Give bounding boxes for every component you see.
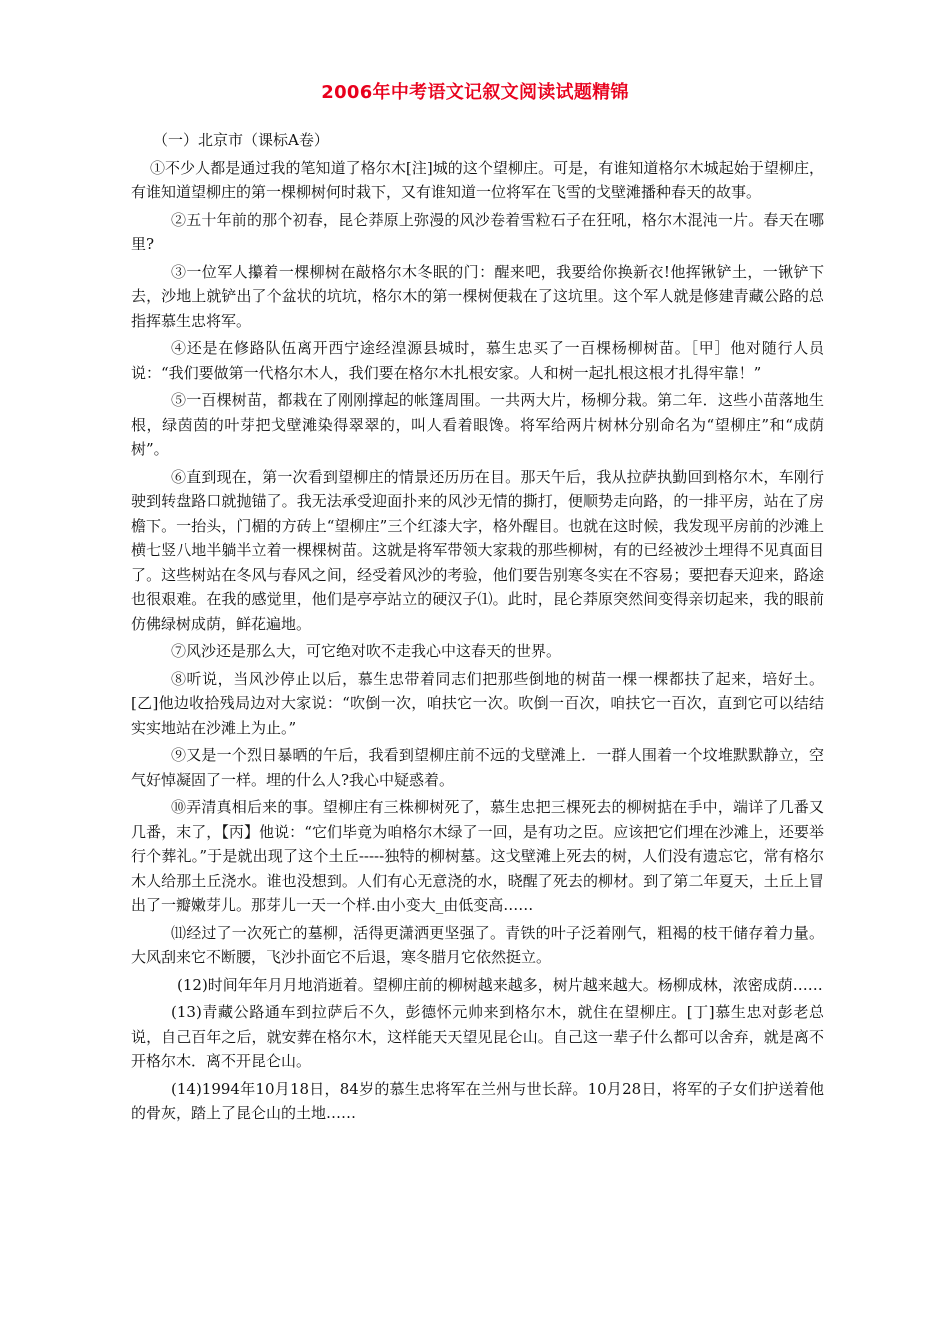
paragraph-13: (13)青藏公路通车到拉萨后不久，彭德怀元帅来到格尔木，就住在望柳庄。[丁]慕生忠对彭老总说，自己百年之后，就安葬在格尔木，这样能天天望见昆仑山。自己这一辈子什么都可以舍弃，就是离不开格尔木．离不开昆仑山。 xyxy=(131,1003,824,1070)
section-heading: （一）北京市（课标A卷） xyxy=(153,131,329,149)
paragraph-1: ①不少人都是通过我的笔知道了格尔木[注]城的这个望柳庄。可是，有谁知道格尔木城起始于望柳庄，有谁知道望柳庄的第一棵柳树何时栽下，又有谁知道一位将军在飞雪的戈壁滩播种春天的故事。 xyxy=(131,158,824,201)
document-body xyxy=(131,128,824,1129)
paragraph-9: ⑨又是一个烈日暴晒的午后，我看到望柳庄前不远的戈壁滩上．一群人围着一个坟堆默默静立，空气好悼凝固了一样。埋的什么人?我心中疑惑着。 xyxy=(131,746,824,789)
paragraph-14: (14)1994年10月18日，84岁的慕生忠将军在兰州与世长辞。10月28日，将军的子女们护送着他的骨灰，踏上了昆仑山的土地…… xyxy=(131,1079,824,1122)
paragraph-2: ②五十年前的那个初春，昆仑莽原上弥漫的风沙卷着雪粒石子在狂吼，格尔木混沌一片。春天在哪里? xyxy=(131,210,824,253)
paragraph-6: ⑥直到现在，第一次看到望柳庄的情景还历历在目。那天午后，我从拉萨执勤回到格尔木，车刚行驶到转盘路口就抛锚了。我无法承受迎面扑来的风沙无情的撕打，便顺势走向路，的一排平房，站在了房檐下。一抬头，门楣的方砖上“望柳庄”三个红漆大字，格外醒目。也就在这时候，我发现平房前的沙滩上横七竖八地半躺半立着一棵棵树苗。这就是将军带领大家栽的那些柳树，有的已经被沙土埋得不见真面目了。这些树站在冬风与春风之间，经受着风沙的考验，他们要告别寒冬实在不容易；要把春天迎来，路途也很艰难。在我的感觉里，他们是亭亭站立的硬汉子⑴。此时，昆仑莽原突然间变得亲切起来，我的眼前仿佛绿树成荫，鲜花遍地。 xyxy=(131,467,824,633)
paragraph-10: ⑩弄清真相后来的事。望柳庄有三株柳树死了，慕生忠把三棵死去的柳树掂在手中，端详了几番又几番，末了，【丙】他说：“它们毕竟为咱格尔木绿了一回，是有功之臣。应该把它们埋在沙滩上，还要举行个葬礼。”于是就出现了这个土丘-----独特的柳树墓。这戈壁滩上死去的树，人们没有遗忘它，常有格尔木人给那土丘浇水。谁也没想到。人们有心无意浇的水，晓醒了死去的柳材。到了第二年夏天，土丘上冒出了一瓣嫩芽儿。那芽儿一天一个样.由小变大_由低变高…… xyxy=(131,798,824,914)
paragraph-7: ⑦风沙还是那么大，可它绝对吹不走我心中这春天的世界。 xyxy=(171,642,562,660)
paragraph-5: ⑤一百棵树苗，都栽在了刚刚撑起的帐篷周围。一共两大片，杨柳分栽。第二年．这些小苗落地生根，绿茵茵的叶芽把戈壁滩染得翠翠的，叫人看着眼馋。将军给两片树林分别命名为“望柳庄”和“成荫树”。 xyxy=(131,391,824,458)
document-title: 2006年中考语文记叙文阅读试题精锦 xyxy=(321,82,629,103)
paragraph-4: ④还是在修路队伍离开西宁途经湟源县城时，慕生忠买了一百棵杨柳树苗。［甲］他对随行人员说：“我们要做第一代格尔木人，我们要在格尔木扎根安家。人和树一起扎根这根才扎得牢靠！” xyxy=(131,339,824,382)
paragraph-8: ⑧听说，当风沙停止以后，慕生忠带着同志们把那些倒地的树苗一棵一棵都扶了起来，培好土。[乙]他边收拾残局边对大家说：“吹倒一次，咱扶它一次。吹倒一百次，咱扶它一百次，直到它可以结结实实地站在沙滩上为止。” xyxy=(131,669,824,737)
paragraph-12: (12)时间年年月月地消逝着。望柳庄前的柳树越来越多，树片越来越大。杨柳成林，浓密成荫…… xyxy=(177,975,823,994)
paragraph-11: ⑾经过了一次死亡的墓柳，活得更潇洒更坚强了。青铁的叶子泛着刚气，粗褐的枝干储存着力量。大风刮来它不断腰，飞沙扑面它不后退，寒冬腊月它依然挺立。 xyxy=(131,923,824,966)
paragraph-3: ③一位军人攥着一棵柳树在敲格尔木冬眠的门：醒来吧，我要给你换新衣!他挥锹铲土，一锹铲下去，沙地上就铲出了个盆状的坑坑，格尔木的第一棵树便栽在了这坑里。这个军人就是修建青藏公路的总指挥慕生忠将军。 xyxy=(131,262,824,330)
